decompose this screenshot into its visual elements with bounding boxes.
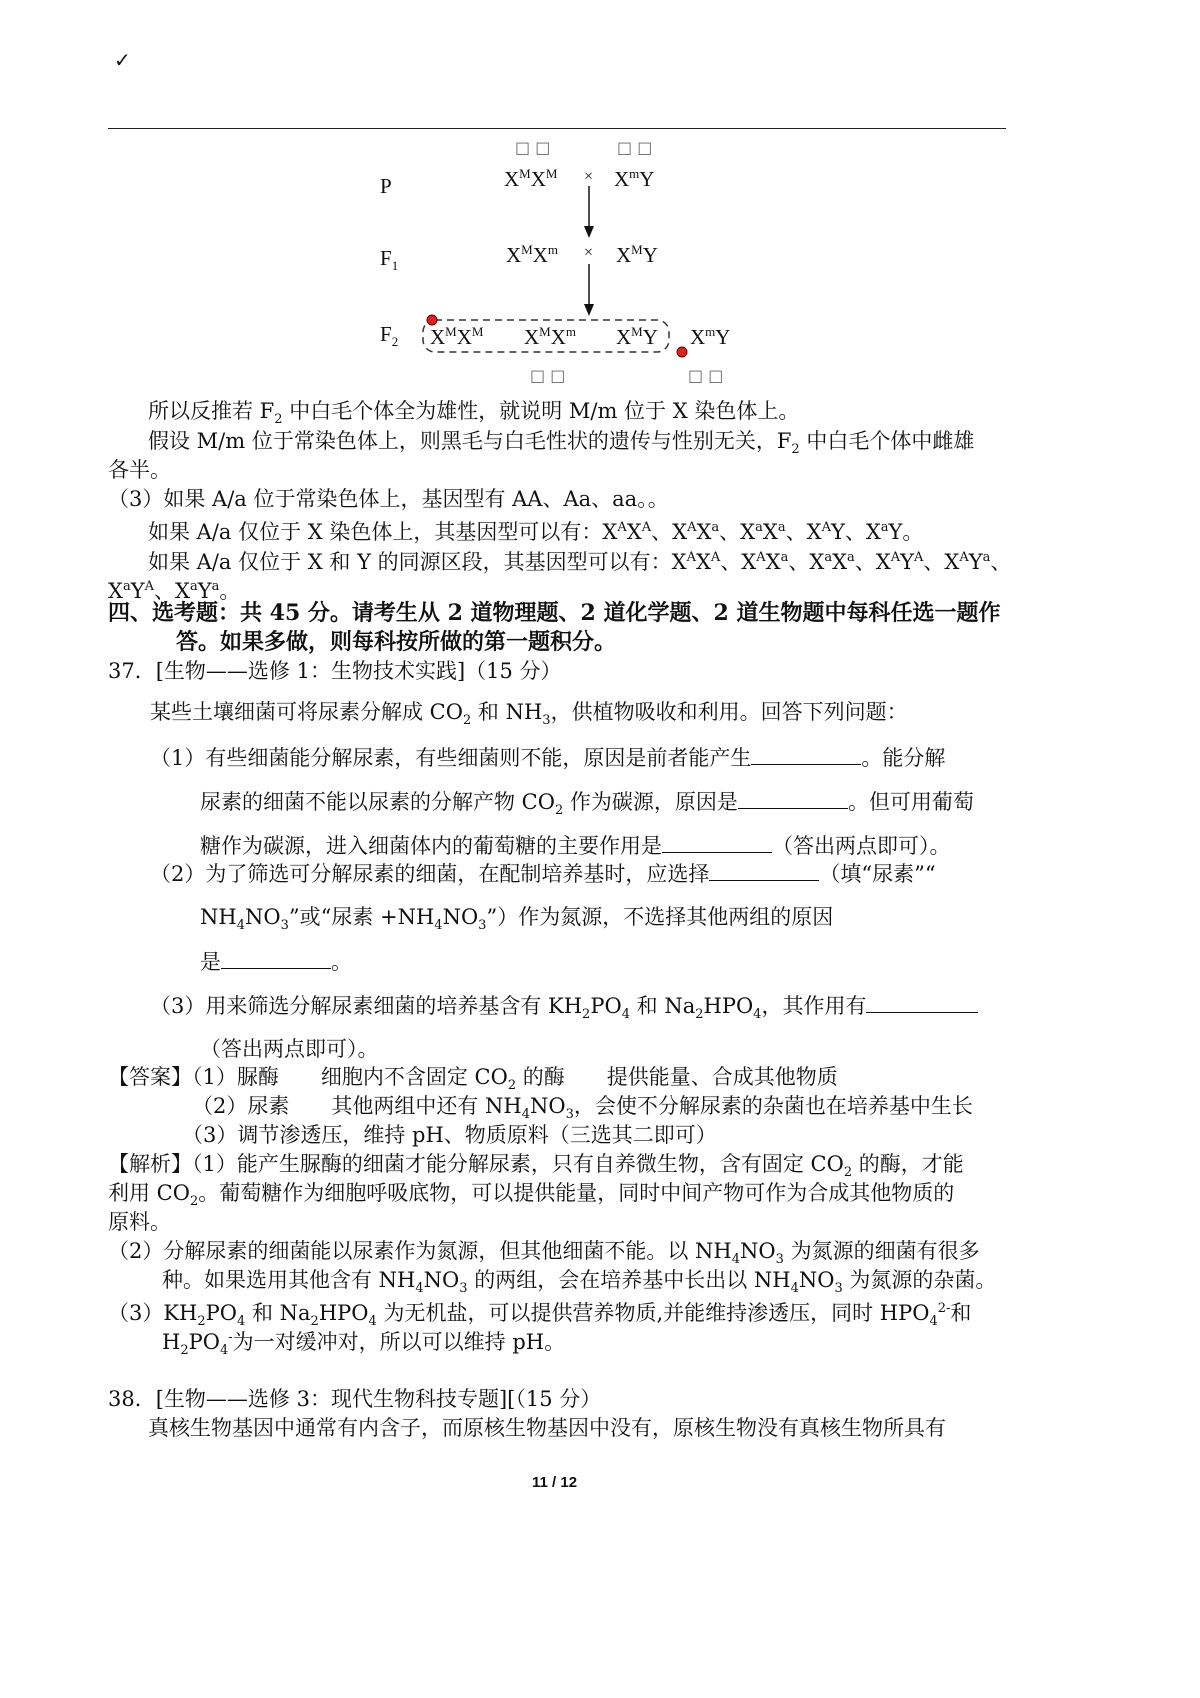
- text-line: 假设 M/m 位于常染色体上，则黑毛与白毛性状的遗传与性别无关，$F_2$ 中白毛个体中雌雄: [148, 429, 975, 458]
- question-part: （3）用来筛选分解尿素细菌的培养基含有 $KH_2PO_4$ 和 $Na_2HPO_4$，其作用有: [150, 990, 978, 1030]
- analysis-line: （2）分解尿素的细菌能以尿素作为氮源，但其他细菌不能。以 $NH_4NO_3$ 为氮源的细菌有很多: [108, 1239, 980, 1268]
- cross-arrows: [0, 0, 1200, 400]
- question-part: 是 。: [200, 946, 352, 977]
- f2-genotype: $X^MX^m$: [524, 324, 577, 349]
- generation-f1-label: $F_1$: [380, 246, 399, 274]
- answer-blank: [751, 742, 861, 765]
- question-intro: 某些土壤细菌可将尿素分解成 $CO_2$ 和 $NH_3$，供植物吸收和利用。回答下列问题：: [150, 700, 908, 729]
- analysis-line: $H_2PO_4^-$为一对缓冲对，所以可以维持 pH。: [162, 1330, 566, 1359]
- answer-line: （3）调节渗透压，维持 pH、物质原料（三选其二即可）: [182, 1123, 717, 1147]
- answer-blank: [738, 786, 848, 809]
- generation-p-label: P: [380, 174, 392, 198]
- placeholder-box: □ □: [617, 138, 653, 157]
- analysis-line: 【解析】（1）能产生脲酶的细菌才能分解尿素，只有自养微生物，含有固定 $CO_2$ 的酶，才能: [108, 1152, 964, 1181]
- question-title: 38．[生物——选修 3：现代生物科技专题][（15 分）: [108, 1387, 602, 1411]
- generation-f2-label: $F_2$: [380, 322, 399, 350]
- question-intro: 真核生物基因中通常有内含子，而原核生物基因中没有，原核生物没有真核生物所具有: [148, 1416, 946, 1440]
- answer-blank: [662, 830, 772, 853]
- section-heading: 四、选考题：共 45 分。请考生从 2 道物理题、2 道化学题、2 道生物题中每科任选一题作: [108, 600, 1001, 626]
- question-part: 尿素的细菌不能以尿素的分解产物 $CO_2$ 作为碳源，原因是 。但可用葡萄: [200, 786, 974, 826]
- page-number: 11 / 12: [532, 1474, 578, 1491]
- analysis-line: 利用 $CO_2$。葡萄糖作为细胞呼吸底物，可以提供能量，同时中间产物可作为合成其他物质的: [108, 1181, 955, 1210]
- question-part: 糖作为碳源，进入细菌体内的葡萄糖的主要作用是 （答出两点即可）。: [200, 830, 951, 861]
- placeholder-box: □ □: [515, 138, 551, 157]
- f2-genotype: $X^MY$: [616, 324, 658, 349]
- question-part: （2）为了筛选可分解尿素的细菌，在配制培养基时，应选择 （填“尿素”“: [150, 858, 936, 889]
- p-female-genotype: $X^MX^M$: [504, 166, 558, 191]
- f1-female-genotype: $X^MX^m$: [506, 242, 559, 267]
- text-line: 各半。: [108, 458, 171, 482]
- f1-male-genotype: $X^MY$: [616, 242, 658, 267]
- section-heading: 答。如果多做，则每科按所做的第一题积分。: [176, 629, 617, 655]
- analysis-line: 种。如果选用其他含有 $NH_4NO_3$ 的两组，会在培养基中长出以 $NH_4NO_3$ 为氮源的杂菌。: [162, 1268, 997, 1297]
- f2-genotype: $X^mY$: [690, 324, 731, 349]
- analysis-line: $(3)KH_2PO_4$ 和 $Na_2HPO_4$ 为无机盐，可以提供营养物质,并能维持渗透压，同时 $HPO_4^{2-}$和: [108, 1301, 972, 1330]
- f2-genotype: $X^MX^M$: [430, 324, 484, 349]
- question-part: $NH_4NO_3$”或“尿素 $+NH_4NO_3$”）作为氮源，不选择其他两组的原因: [200, 905, 834, 934]
- cross-symbol: ×: [584, 244, 594, 261]
- question-title: 37．[生物——选修 1：生物技术实践]（15 分）: [108, 659, 562, 683]
- p-male-genotype: $X^mY$: [614, 166, 655, 191]
- cross-symbol: ×: [584, 168, 594, 185]
- text-line: 如果 A/a 仅位于 X 和 Y 的同源区段，其基因型可以有：$X^AX^A$、$X^AX^a$、$X^aX^a$、$X^AY^A$、$X^AY^a$、: [148, 550, 1012, 574]
- question-part: （1）有些细菌能分解尿素，有些细菌则不能，原因是前者能产生 。能分解: [150, 742, 945, 773]
- answer-blank: [709, 858, 819, 881]
- text-line: $X^aY^A$、$X^aY^a$。: [108, 579, 241, 603]
- answer-line: （2）尿素 其他两组中还有 $NH_4NO_3$，会使不分解尿素的杂菌也在培养基中生长: [192, 1094, 973, 1123]
- answer-blank: [866, 990, 978, 1013]
- checkmark-icon: ✓: [114, 48, 131, 72]
- text-line: （3）如果 A/a 位于常染色体上，基因型有 AA、Aa、aa。。: [108, 487, 669, 511]
- placeholder-box: □ □: [688, 366, 724, 385]
- text-line: 所以反推若 $F_2$ 中白毛个体全为雄性，就说明 M/m 位于 X 染色体上。: [148, 399, 800, 428]
- question-part: （答出两点即可）。: [200, 1037, 379, 1061]
- text-line: 如果 A/a 仅位于 X 染色体上，其基因型可以有：$X^AX^A$、$X^AX^a$、$X^aX^a$、$X^AY$、$X^aY$。: [148, 520, 924, 544]
- placeholder-box: □ □: [530, 366, 566, 385]
- analysis-line: 原料。: [108, 1210, 171, 1234]
- answer-blank: [221, 946, 331, 969]
- answer-line: 【答案】（1）脲酶 细胞内不含固定 $CO_2$ 的酶 提供能量、合成其他物质: [108, 1065, 838, 1094]
